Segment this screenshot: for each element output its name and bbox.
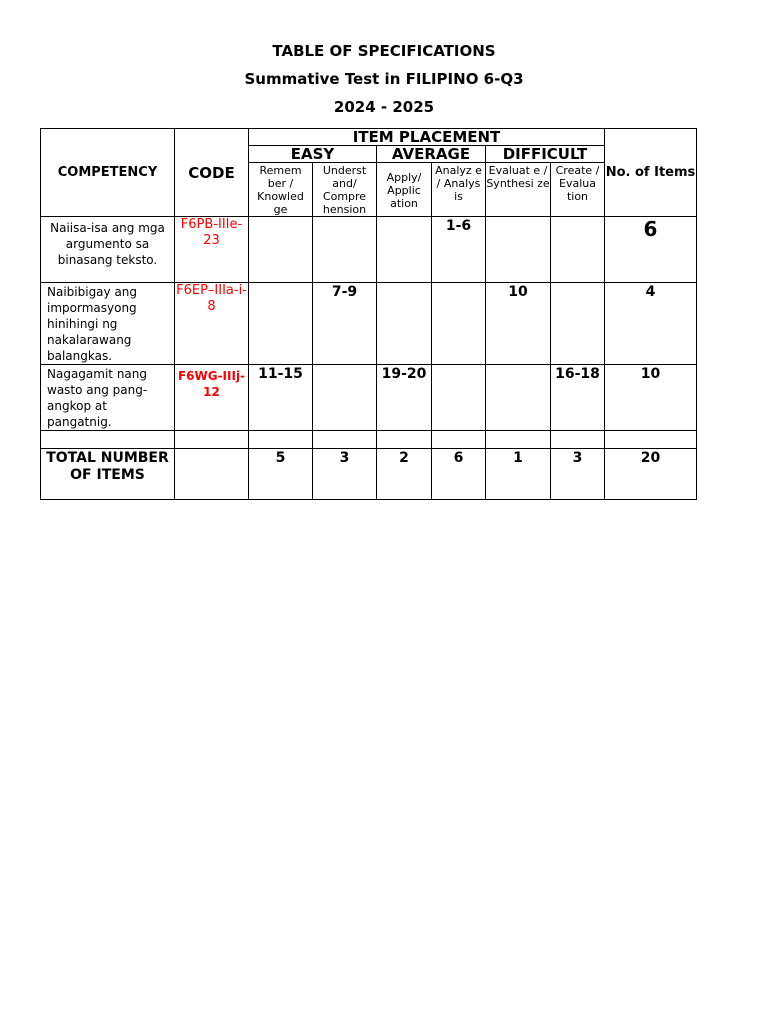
group-difficult: DIFFICULT <box>486 146 605 163</box>
placement-cell: 19-20 <box>377 365 432 431</box>
competency-header: COMPETENCY <box>41 129 175 217</box>
placement-cell <box>486 217 551 283</box>
item-placement-header: ITEM PLACEMENT <box>249 129 605 146</box>
placement-cell <box>249 217 313 283</box>
total-cell: 6 <box>432 449 486 500</box>
level-understand: Underst and/ Compre hension <box>313 163 377 217</box>
placement-cell <box>432 365 486 431</box>
placement-cell <box>249 283 313 365</box>
total-cell: 3 <box>551 449 605 500</box>
empty-row <box>41 431 697 449</box>
row-total-cell: 4 <box>605 283 697 365</box>
level-remember: Remem ber / Knowled ge <box>249 163 313 217</box>
competency-cell: Naiisa-isa ang mga argumento sa binasang teksto. <box>41 217 175 283</box>
row-total-cell: 6 <box>605 217 697 283</box>
placement-cell <box>551 283 605 365</box>
level-analyze: Analyz e / Analys is <box>432 163 486 217</box>
placement-cell <box>313 217 377 283</box>
total-code-cell <box>175 449 249 500</box>
level-apply: Apply/ Applic ation <box>377 163 432 217</box>
no-of-items-header: No. of Items <box>605 129 697 217</box>
code-cell: F6PB-IIIe-23 <box>175 217 249 283</box>
grand-total-cell: 20 <box>605 449 697 500</box>
table-row <box>41 283 697 365</box>
code-cell: F6WG-IIIj-12 <box>175 365 249 431</box>
competency-cell: Nagagamit nang wasto ang pang-angkop at pangatnig. <box>41 365 175 431</box>
code-cell: F6EP–IIIa-i-8 <box>175 283 249 365</box>
table-of-specifications <box>40 128 697 500</box>
total-cell: 5 <box>249 449 313 500</box>
placement-cell: 11-15 <box>249 365 313 431</box>
group-easy: EASY <box>249 146 377 163</box>
table-row <box>41 217 697 283</box>
code-header: CODE <box>175 129 249 217</box>
total-cell: 2 <box>377 449 432 500</box>
level-evaluate: Evaluat e / Synthesi ze <box>486 163 551 217</box>
level-create: Create / Evalua tion <box>551 163 605 217</box>
placement-cell <box>377 217 432 283</box>
competency-cell: Naibibigay ang impormasyong hinihingi ng nakalarawang balangkas. <box>41 283 175 365</box>
group-average: AVERAGE <box>377 146 486 163</box>
document-title: TABLE OF SPECIFICATIONS <box>272 42 496 60</box>
placement-cell <box>377 283 432 365</box>
total-label: TOTAL NUMBER OF ITEMS <box>41 449 175 500</box>
placement-cell <box>551 217 605 283</box>
placement-cell <box>313 365 377 431</box>
placement-cell: 10 <box>486 283 551 365</box>
total-cell: 1 <box>486 449 551 500</box>
placement-cell <box>486 365 551 431</box>
placement-cell: 7-9 <box>313 283 377 365</box>
row-total-cell: 10 <box>605 365 697 431</box>
document-subtitle: Summative Test in FILIPINO 6-Q3 <box>244 70 524 88</box>
table-row <box>41 365 697 431</box>
total-row <box>41 449 697 500</box>
placement-cell: 16-18 <box>551 365 605 431</box>
placement-cell <box>432 283 486 365</box>
total-cell: 3 <box>313 449 377 500</box>
placement-cell: 1-6 <box>432 217 486 283</box>
school-year: 2024 - 2025 <box>333 98 435 116</box>
